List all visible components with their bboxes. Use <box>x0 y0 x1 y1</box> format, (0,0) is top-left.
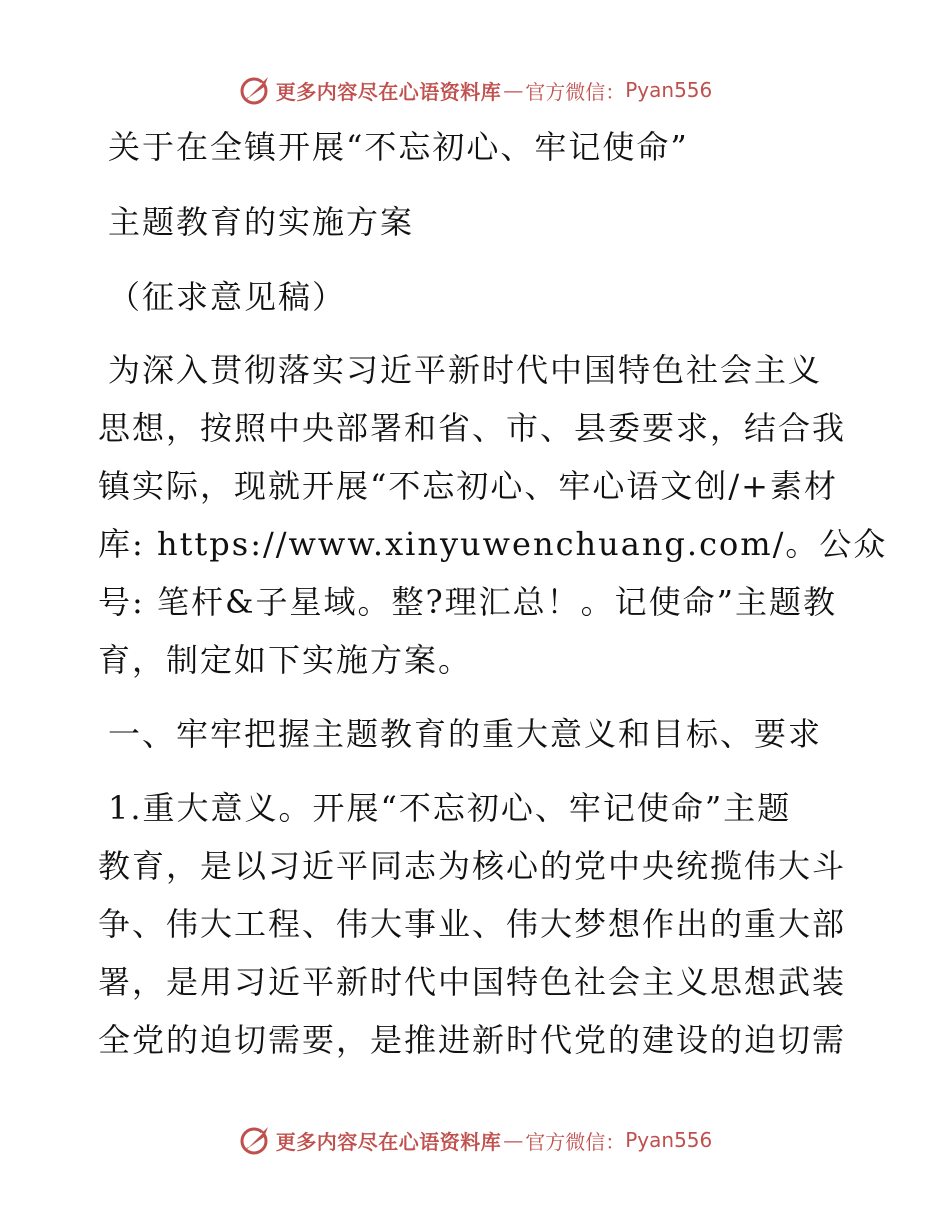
quill-logo-icon <box>238 73 272 107</box>
paragraph-1-line: 思想，按照中央部署和省、市、县委要求，结合我 <box>98 409 847 447</box>
document-subtitle: （征求意见稿） <box>108 278 347 316</box>
banner-wechat-id: Pyan556 <box>625 1128 713 1152</box>
section-1-heading: 一、牢牢把握主题教育的重大意义和目标、要求 <box>108 715 823 753</box>
paragraph-1-line: 育，制定如下实施方案。 <box>98 641 473 679</box>
document-title-line-2: 主题教育的实施方案 <box>108 203 415 241</box>
banner-dash: — <box>503 1128 524 1152</box>
footer-watermark-banner <box>0 1120 950 1160</box>
document-title-line-1: 关于在全镇开展“不忘初心、牢记使命” <box>108 128 689 166</box>
paragraph-1-line: 镇实际，现就开展“不忘初心、牢心语文创/+素材 <box>98 467 838 505</box>
banner-dash: — <box>503 78 524 102</box>
paragraph-2-line: 教育，是以习近平同志为核心的党中央统揽伟大斗 <box>98 847 847 885</box>
quill-logo-icon <box>238 1123 272 1157</box>
paragraph-1-line: 库: https://www.xinyuwenchuang.com/。公众 <box>98 525 888 563</box>
paragraph-2-line: 1.重大意义。开展“不忘初心、牢记使命”主题 <box>108 789 792 827</box>
paragraph-2-line: 署，是用习近平新时代中国特色社会主义思想武装 <box>98 963 847 1001</box>
banner-site-text: 更多内容尽在心语资料库 <box>275 1129 502 1154</box>
banner-wechat-id: Pyan556 <box>625 78 713 102</box>
header-watermark-banner <box>0 70 950 110</box>
paragraph-1-line: 为深入贯彻落实习近平新时代中国特色社会主义 <box>108 351 823 389</box>
banner-wechat-label: 官方微信： <box>525 79 626 104</box>
paragraph-2-line: 全党的迫切需要，是推进新时代党的建设的迫切需 <box>98 1021 847 1059</box>
banner-wechat-label: 官方微信： <box>525 1129 626 1154</box>
paragraph-2-line: 争、伟大工程、伟大事业、伟大梦想作出的重大部 <box>98 905 847 943</box>
paragraph-1-line: 号: 笔杆&子星域。整?理汇总！。记使命”主题教 <box>98 583 837 621</box>
banner-site-text: 更多内容尽在心语资料库 <box>275 79 502 104</box>
